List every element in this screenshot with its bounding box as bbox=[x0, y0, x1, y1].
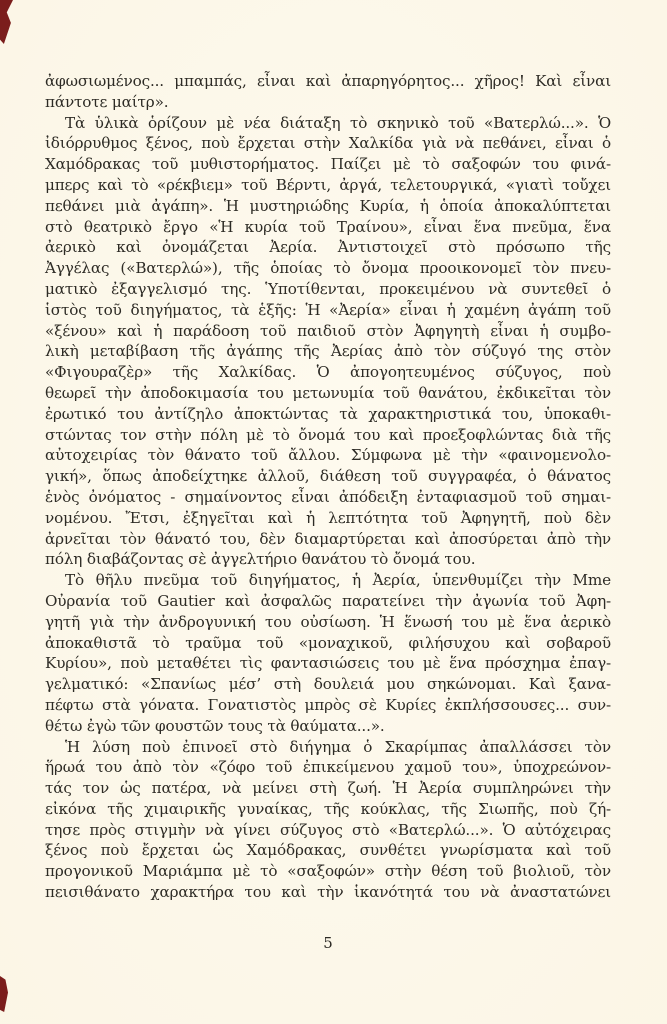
text-line: πόλη διαβάζοντας σὲ ἀγγελτήριο θανάτου τὸ ὄνομά του. bbox=[45, 550, 476, 569]
text-line: ἥρωά του ἀπὸ τὸν «ζόφο τοῦ ἐπικείμενου χαμοῦ του», ὑποχρεώνον- bbox=[45, 758, 611, 777]
text-line: Κυρίου», ποὺ μεταθέτει τὶς φαντασιώσεις του μὲ ἕνα πρόσχημα ἐπαγ- bbox=[45, 654, 611, 673]
paragraph bbox=[45, 71, 611, 113]
text-line: θέτω ἐγὼ τῶν φουστῶν τους τὰ θαύματα...». bbox=[45, 716, 385, 735]
text-line: τάς τον ὡς πατέρα, νὰ μείνει στὴ ζωή. Ἡ Ἀερία συμπληρώνει τὴν bbox=[45, 779, 611, 798]
text-line: νομένου. Ἔτσι, ἐξηγεῖται καὶ ἡ λεπτότητα τοῦ Ἀφηγητῆ, ποὺ δὲν bbox=[45, 508, 611, 527]
text-line: ματικὸ ἐξαγγελισμό της. Ὑποτίθενται, προκειμένου νὰ συντεθεῖ ὁ bbox=[45, 279, 611, 298]
text-line: πεθάνει μιὰ ἀγάπη». Ἡ μυστηριώδης Κυρία, ἡ ὁποία ἀποκαλύπτεται bbox=[45, 196, 611, 215]
paragraph bbox=[45, 737, 611, 903]
text-line: Τὸ θῆλυ πνεῦμα τοῦ διηγήματος, ἡ Ἀερία, ὑπενθυμίζει τὴν Mme bbox=[65, 571, 611, 590]
text-line: μπερς καὶ τὸ «ρέκβιεμ» τοῦ Βέρντι, ἀργά, τελετουργικά, «γιατὶ τοὔχει bbox=[45, 175, 611, 194]
text-line: προγονικοῦ Μαριάμπα μὲ τὸ «σαξοφών» στὴν θέση τοῦ βιολιοῦ, τὸν bbox=[45, 862, 611, 881]
text-line: γική», ὅπως ἀποδείχτηκε ἀλλοῦ, διάθεση τοῦ συγγραφέα, ὁ θάνατος bbox=[45, 467, 611, 486]
text-line: θεωρεῖ τὴν ἀποδοκιμασία του μετωνυμία τοῦ θανάτου, ἐκδικεῖται τὸν bbox=[45, 383, 611, 402]
text-line: «ξένου» καὶ ἡ παράδοση τοῦ παιδιοῦ στὸν Ἀφηγητὴ εἶναι ἡ συμβο- bbox=[45, 321, 611, 340]
text-line: τησε πρὸς στιγμὴν νὰ γίνει σύζυγος στὸ «Βατερλώ...». Ὁ αὐτόχειρας bbox=[45, 820, 611, 839]
text-line: αὐτοχειρίας τὸν θάνατο τοῦ ἄλλου. Σύμφωνα μὲ τὴν «φαινομενολο- bbox=[45, 446, 611, 465]
paragraph bbox=[45, 113, 611, 571]
text-line: ἀφωσιωμένος... μπαμπάς, εἶναι καὶ ἀπαρηγόρητος... χῆρος! Καὶ εἶναι bbox=[45, 72, 611, 90]
text-line: Ἡ λύση ποὺ ἐπινοεῖ στὸ διήγημα ὁ Σκαρίμπας ἀπαλλάσσει τὸν bbox=[65, 737, 611, 756]
text-line: ἰδιόρρυθμος ξένος, ποὺ ἔρχεται στὴν Χαλκίδα γιὰ νὰ πεθάνει, εἶναι ὁ bbox=[45, 134, 611, 153]
text-line: ἀερικὸ καὶ ὀνομάζεται Ἀερία. Ἀντιστοιχεῖ στὸ πρόσωπο τῆς bbox=[45, 238, 611, 257]
ink-smudge-bottom-left bbox=[0, 976, 8, 1012]
text-line: Οὐρανία τοῦ Gautier καὶ ἀσφαλῶς παρατείνει τὴν ἀγωνία τοῦ Ἀφη- bbox=[45, 591, 611, 610]
text-line: εἰκόνα τῆς χιμαιρικῆς γυναίκας, τῆς κούκλας, τῆς Σιωπῆς, ποὺ ζή- bbox=[45, 799, 611, 818]
ink-smudge-top-left bbox=[0, 0, 13, 44]
text-line: Ἀγγέλας («Βατερλώ»), τῆς ὁποίας τὸ ὄνομα προοικονομεῖ τὸν πνευ- bbox=[45, 259, 611, 278]
text-line: ἑνὸς ὀνόματος - σημαίνοντος εἶναι ἀπόδειξη ἐνταφιασμοῦ τοῦ σημαι- bbox=[45, 487, 611, 506]
text-block bbox=[45, 71, 611, 903]
text-line: Χαμόδρακας τοῦ μυθιστορήματος. Παίζει μὲ τὸ σαξοφών του φινά- bbox=[45, 155, 611, 174]
text-line: στὸ θεατρικὸ ἔργο «Ἡ κυρία τοῦ Τραίνου», εἶναι ἕνα πνεῦμα, ἕνα bbox=[45, 217, 611, 236]
text-line: ἀρνεῖται τὸν θάνατό του, δὲν διαμαρτύρεται καὶ ἀποσύρεται ἀπὸ τὴν bbox=[45, 529, 611, 548]
text-line: λικὴ μεταβίβαση τῆς ἀγάπης τῆς Ἀερίας ἀπὸ τὸν σύζυγό της στὸν bbox=[45, 342, 611, 361]
text-line: στώντας τον στὴν πόλη μὲ τὸ ὄνομά του καὶ προεξοφλώντας διὰ τῆς bbox=[45, 425, 611, 444]
text-line: πέφτω στὰ γόνατα. Γονατιστὸς μπρὸς σὲ Κυρίες ἐκπλήσσουσες... συν- bbox=[45, 695, 611, 714]
page-number: 5 bbox=[323, 934, 333, 952]
text-line: «Φιγουραζὲρ» τῆς Χαλκίδας. Ὁ ἀπογοητευμένος σύζυγος, ποὺ bbox=[45, 363, 611, 382]
text-line: ἱστὸς τοῦ διηγήματος, τὰ ἑξῆς: Ἡ «Ἀερία» εἶναι ἡ χαμένη ἀγάπη τοῦ bbox=[45, 300, 611, 319]
text-line: πεισιθάνατο χαρακτήρα του καὶ τὴν ἱκανότητά του νὰ ἀναστατώνει bbox=[45, 883, 611, 902]
text-line: Τὰ ὑλικὰ ὁρίζουν μὲ νέα διάταξη τὸ σκηνικὸ τοῦ «Βατερλώ...». Ὁ bbox=[65, 113, 611, 132]
text-line: γελματικό: «Σπανίως μέσ’ στὴ δουλειά μου σηκώνομαι. Καὶ ξανα- bbox=[45, 675, 611, 694]
text-line: γητῆ γιὰ τὴν ἀνδρογυνική του οὐσίωση. Ἡ ἕνωσή του μὲ ἕνα ἀερικὸ bbox=[45, 612, 611, 631]
text-line: ἐρωτικό του ἀντίζηλο ἀποκτώντας τὰ χαρακτηριστικά του, ὑποκαθι- bbox=[45, 404, 611, 423]
paragraph bbox=[45, 570, 611, 736]
text-line: πάντοτε μαίτρ». bbox=[45, 92, 169, 111]
text-line: ἀποκαθιστᾶ τὸ τραῦμα τοῦ «μοναχικοῦ, φιλήσυχου καὶ σοβαροῦ bbox=[45, 633, 611, 652]
text-line: ξένος ποὺ ἔρχεται ὡς Χαμόδρακας, συνθέτει γνωρίσματα καὶ τοῦ bbox=[45, 841, 611, 860]
